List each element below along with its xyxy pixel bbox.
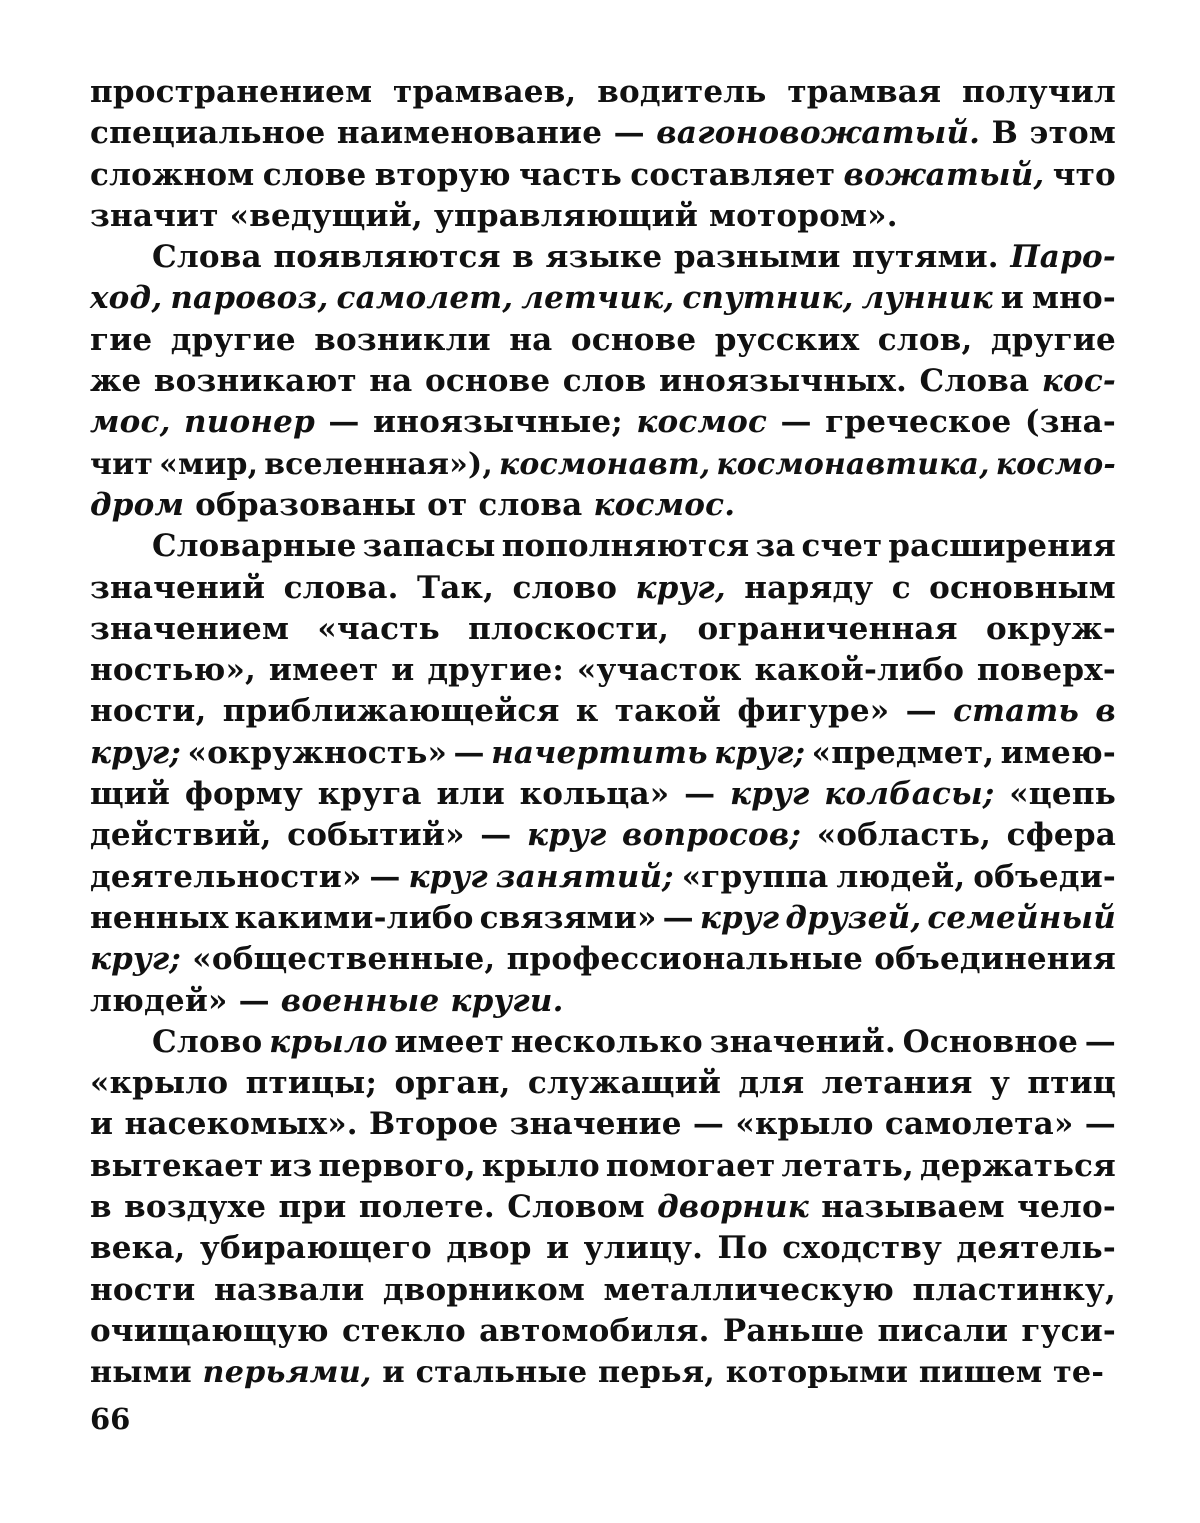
italic-word: космонавт,	[498, 446, 711, 482]
word: —	[369, 858, 401, 895]
italic-word: занятий;	[495, 858, 674, 895]
word: значений.	[709, 1023, 896, 1060]
word: составляет	[630, 156, 836, 193]
word: —	[684, 776, 716, 813]
word: другие:	[427, 652, 565, 689]
word: века,	[90, 1230, 186, 1267]
word: основе	[570, 321, 697, 358]
text-line	[90, 898, 1116, 939]
word: сфера	[1006, 817, 1116, 854]
text-line	[90, 1146, 1116, 1187]
word: иноязычные;	[373, 404, 623, 441]
word: —	[453, 734, 485, 771]
word: «часть	[317, 610, 440, 647]
word: улицу.	[583, 1230, 704, 1267]
word: объединения	[874, 941, 1116, 978]
word: Второе	[369, 1106, 499, 1143]
text-line	[90, 939, 1116, 980]
text-line	[90, 1104, 1116, 1145]
word: какой-либо	[754, 652, 965, 689]
word: —	[613, 115, 645, 152]
word: крыло	[481, 1147, 600, 1184]
word: и	[546, 1230, 570, 1267]
word: поверх-	[976, 652, 1116, 689]
word: возникают	[153, 363, 357, 400]
text-line	[90, 155, 1116, 196]
word: разными	[673, 239, 841, 276]
italic-word: кос-	[1041, 363, 1116, 400]
word: наименование	[336, 115, 603, 152]
italic-text: космос.	[593, 486, 736, 523]
word: «крыло	[90, 1065, 229, 1102]
italic-word: лунник	[861, 280, 993, 317]
paragraph	[90, 1022, 1116, 1394]
word: и	[1000, 280, 1024, 317]
word: орган,	[394, 1065, 511, 1102]
text-line	[90, 774, 1116, 815]
text-run: и стальные перья, которыми пишем те-	[371, 1355, 1105, 1391]
word: другие	[170, 321, 296, 358]
italic-word: вопросов;	[622, 817, 802, 854]
word: слово	[512, 569, 618, 606]
word: Основное	[902, 1023, 1079, 1060]
word: «общественные,	[192, 941, 496, 978]
word: пополняются	[501, 528, 750, 565]
word: гие	[90, 321, 153, 358]
word: запасы	[362, 528, 496, 565]
word: вытекает	[90, 1147, 264, 1184]
word: В	[991, 115, 1019, 152]
word: плоскости,	[468, 610, 670, 647]
italic-word: круг,	[635, 569, 726, 606]
word: Словом	[507, 1189, 645, 1226]
word: имею-	[1000, 734, 1116, 771]
word: какими-либо	[234, 899, 474, 936]
word: кольца»	[519, 776, 670, 813]
word: ностью»,	[90, 652, 257, 689]
word: или	[436, 776, 505, 813]
italic-word: стать	[953, 693, 1080, 730]
italic-word: дворник	[657, 1189, 809, 1226]
word: русских	[714, 321, 860, 358]
word: получил	[961, 74, 1116, 110]
word: ограниченная	[697, 610, 958, 647]
word: дворником	[382, 1271, 585, 1308]
italic-word: спутник,	[682, 280, 854, 317]
text-line	[90, 857, 1116, 898]
word: основным	[929, 569, 1116, 606]
word: назвали	[213, 1271, 365, 1308]
text-line	[90, 1228, 1116, 1269]
italic-word: ход,	[90, 280, 163, 317]
word: слов,	[877, 321, 973, 358]
text-line	[90, 72, 1116, 113]
text-line	[90, 691, 1116, 732]
word: специальное	[90, 115, 326, 152]
word: приближающейся	[222, 693, 560, 730]
word: —	[480, 817, 512, 854]
word: вселенная»),	[264, 446, 493, 482]
word: основе	[424, 363, 551, 400]
text-line	[90, 1063, 1116, 1104]
word: «мир,	[159, 446, 259, 482]
word: двор	[446, 1230, 532, 1267]
word: людей,	[836, 858, 966, 895]
word: и	[391, 652, 415, 689]
word: металлическую	[603, 1271, 895, 1308]
word: автомобиля.	[479, 1312, 710, 1349]
word: первого,	[318, 1147, 476, 1184]
text-line	[90, 1270, 1116, 1311]
word: —	[662, 899, 694, 936]
italic-word: космос	[636, 404, 768, 441]
word: сходству	[782, 1230, 943, 1267]
word: пластинку,	[912, 1271, 1116, 1308]
word: —	[1084, 1023, 1116, 1060]
word: Слова	[919, 363, 1030, 400]
word: и	[90, 1106, 114, 1143]
word: очищающую	[90, 1312, 329, 1349]
word: гуси-	[1021, 1312, 1116, 1349]
word: другие	[990, 321, 1116, 358]
word: значением	[90, 610, 290, 647]
italic-word: пионер	[184, 404, 315, 441]
word: служащий	[527, 1065, 722, 1102]
word: —	[328, 404, 360, 441]
text-line	[90, 278, 1116, 319]
word: трамвая	[787, 74, 942, 110]
word: профессиональные	[506, 941, 864, 978]
word: круга	[317, 776, 422, 813]
word: в	[90, 1189, 112, 1226]
italic-word: мос,	[90, 404, 171, 441]
word: писали	[877, 1312, 1009, 1349]
word: иноязычных.	[658, 363, 908, 400]
italic-word: вожатый,	[843, 156, 1045, 193]
paragraph	[90, 72, 1116, 237]
text-line	[90, 485, 1116, 526]
word: из	[269, 1147, 313, 1184]
word: летать,	[781, 1147, 914, 1184]
italic-word: круг;	[90, 734, 182, 771]
word: щий	[90, 776, 171, 813]
text-line	[90, 815, 1116, 856]
italic-word: крыло	[269, 1023, 388, 1060]
word: «окружность»	[187, 734, 448, 771]
word: деятель-	[956, 1230, 1116, 1267]
italic-word: начертить	[491, 734, 708, 771]
page-number: 66	[90, 1402, 131, 1436]
text-line	[90, 444, 1116, 485]
word: самолета»	[884, 1106, 1074, 1143]
word: чело-	[1017, 1189, 1116, 1226]
word: слова.	[283, 569, 399, 606]
italic-word: летчик,	[521, 280, 675, 317]
word: наряду	[744, 569, 874, 606]
word: слове	[262, 156, 367, 193]
word: мно-	[1031, 280, 1116, 317]
text-run: образованы от слова	[184, 486, 594, 523]
italic-word: колбасы;	[824, 776, 995, 813]
word: в	[512, 239, 534, 276]
word: «предмет,	[811, 734, 995, 771]
word: форму	[184, 776, 303, 813]
word: «область,	[816, 817, 992, 854]
italic-text: военные круги.	[280, 982, 564, 1019]
text-line	[90, 733, 1116, 774]
italic-word: космонавтика,	[716, 446, 990, 482]
word: насекомых».	[124, 1106, 358, 1143]
italic-word: круг	[527, 817, 607, 854]
word: вторую	[374, 156, 511, 193]
word: за	[755, 528, 796, 565]
italic-text: дром	[90, 486, 185, 523]
word: деятельности»	[90, 858, 362, 895]
word: ности,	[90, 693, 207, 730]
body-text	[90, 72, 1116, 1394]
word: Слово	[152, 1023, 263, 1060]
word: По	[717, 1230, 768, 1267]
word: Слова	[152, 239, 262, 276]
word: Так,	[417, 569, 495, 606]
word: «группа	[681, 858, 829, 895]
word: ненных	[90, 899, 229, 936]
word: водитель	[597, 74, 767, 110]
italic-word: в	[1095, 693, 1116, 730]
word: ности	[90, 1271, 196, 1308]
word: окруж-	[986, 610, 1116, 647]
text-line	[90, 1352, 1116, 1393]
word: для	[738, 1065, 805, 1102]
word: стекло	[341, 1312, 466, 1349]
italic-word: космо-	[995, 446, 1116, 482]
word: Раньше	[722, 1312, 865, 1349]
word: значение	[509, 1106, 682, 1143]
word: помогает	[605, 1147, 776, 1184]
italic-word: круг	[699, 899, 780, 936]
word: на	[369, 363, 413, 400]
word: (зна-	[1024, 404, 1116, 441]
text-line	[90, 568, 1116, 609]
text-run: людей» —	[90, 982, 281, 1019]
italic-word: семейный	[927, 899, 1116, 936]
text-line	[90, 1311, 1116, 1352]
italic-word: самолет,	[336, 280, 514, 317]
italic-word: Паро-	[1010, 239, 1116, 276]
word: летания	[821, 1065, 973, 1102]
word: связями»	[479, 899, 657, 936]
text-run: ными	[90, 1355, 203, 1391]
word: возникли	[314, 321, 491, 358]
text-line	[90, 1187, 1116, 1228]
word: греческое	[825, 404, 1012, 441]
word: действий,	[90, 817, 272, 854]
paragraph	[90, 237, 1116, 526]
text-line	[90, 981, 1116, 1022]
word: имеет	[394, 1023, 505, 1060]
word: такой	[614, 693, 722, 730]
text-line	[90, 402, 1116, 443]
paragraph	[90, 526, 1116, 1022]
italic-word: круг;	[90, 941, 182, 978]
word: появляются	[273, 239, 501, 276]
word: этом	[1029, 115, 1116, 152]
italic-word: друзей,	[785, 899, 922, 936]
word: к	[575, 693, 599, 730]
word: пространением	[90, 74, 373, 110]
word: что	[1052, 156, 1116, 193]
word: —	[905, 693, 937, 730]
word: объеди-	[973, 858, 1116, 895]
word: —	[692, 1106, 725, 1143]
italic-text: перьями,	[202, 1355, 372, 1391]
word: воздухе	[124, 1189, 267, 1226]
word: при	[278, 1189, 347, 1226]
word: фигуре»	[737, 693, 890, 730]
word: счет	[801, 528, 883, 565]
word: языке	[545, 239, 663, 276]
word: называем	[821, 1189, 1005, 1226]
word: у	[989, 1065, 1011, 1102]
text-line	[90, 650, 1116, 691]
word: сложном	[90, 156, 255, 193]
italic-word: вагоновожатый.	[656, 115, 981, 152]
word: полете.	[358, 1189, 495, 1226]
text-line	[90, 320, 1116, 361]
word: птиц	[1027, 1065, 1116, 1102]
text-line	[90, 196, 1116, 237]
word: «участок	[576, 652, 742, 689]
word: с	[891, 569, 911, 606]
word: слов	[562, 363, 647, 400]
text-line	[90, 237, 1116, 278]
word: птицы;	[245, 1065, 378, 1102]
text-line	[90, 113, 1116, 154]
word: трамваев,	[393, 74, 577, 110]
italic-word: круг;	[714, 734, 806, 771]
word: —	[1084, 1106, 1116, 1143]
word: убирающего	[199, 1230, 432, 1267]
word: чит	[90, 446, 154, 482]
word: «цепь	[1009, 776, 1116, 813]
word: событий»	[287, 817, 465, 854]
text-line	[90, 1022, 1116, 1063]
text-run: значит «ведущий, управляющий мотором».	[90, 197, 898, 234]
italic-word: паровоз,	[170, 280, 329, 317]
word: часть	[519, 156, 622, 193]
italic-word: круг	[408, 858, 488, 895]
word: значений	[90, 569, 266, 606]
word: путями.	[852, 239, 999, 276]
italic-word: круг	[730, 776, 810, 813]
word: держаться	[920, 1147, 1116, 1184]
word: имеет	[268, 652, 379, 689]
text-line	[90, 609, 1116, 650]
word: —	[780, 404, 812, 441]
word: расширения	[888, 528, 1116, 565]
text-line	[90, 361, 1116, 402]
word: несколько	[510, 1023, 703, 1060]
text-line	[90, 526, 1116, 567]
word: «крыло	[735, 1106, 874, 1143]
word: же	[90, 363, 142, 400]
word: на	[509, 321, 553, 358]
word: Словарные	[152, 528, 357, 565]
